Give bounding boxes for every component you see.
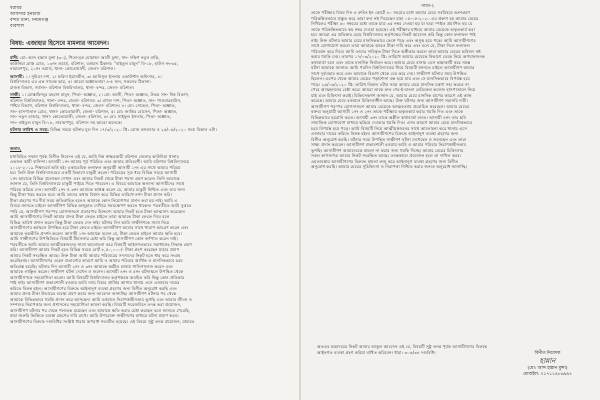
party-text: ১। সুমিত্রা দাশ, ২। ফরিদা ইয়াসমীন, ৩। আনিসুল ইসলাম একাউন্টস অফিসার, ৪। xyxy=(25,73,162,79)
body-line: টাকা গ্রহণের পর দীর্ঘ সময় অতিবাহিত হলেও আমাকে কোন নিয়োগপত্র প্রদান করা হয় নাই। আমি এ xyxy=(10,197,178,203)
signer-name: (মো: আব্দ হান্নান মুন্সা) xyxy=(527,366,568,371)
salutation-text: জনাব, xyxy=(10,145,22,151)
body-line: পারি যে, আসামীগণ পরস্পর যোগসাজশে প্রতারণার উদ্দেশ্যে আমার নিকট হতে টাকা আত্মসাৎ করেছেন। xyxy=(10,208,186,214)
party-line xyxy=(10,120,289,126)
address-block xyxy=(10,6,289,30)
party-label: বাদী: xyxy=(10,55,19,60)
sign-off: বিনীত নিবেদক xyxy=(534,351,561,356)
body-line: সাথে যোগাযোগ করলে তারা আমাকে আরও টাকা দাবি করে এবং বলে যে, টাকা দিলে ফলাফল xyxy=(311,43,470,48)
body-line: তাকে পরীক্ষার বিষয় দিন এ রুলিং ইন কোর্টে ৪০ সময়ের মধ্যে আমার মেয়ে সর্ববিষয়ে অংশগ্রহণ xyxy=(311,10,471,15)
body-line: যথাবিহিত সম্মান পূর্বক বিনীত নিবেদন এই যে, আমি নিম্ন স্বাক্ষরকারী বরিশাল জেলার কাউনিয়া থানার xyxy=(10,153,179,159)
body-line: নাই। উক্ত ঘটনায় আমার মেয়ে মানসিকভাবে ভেঙ্গে পড়ে এবং অসুস্থ হয়ে পড়ে। আমি আসামীগণের xyxy=(311,37,476,43)
body-line: আসামীগণ ঘটনার পর থেকে পলাতক রয়েছেন এবং আমাকে ক্ষতি করার চেষ্টা করছেন বলে জানতে পেরেছি, xyxy=(10,307,191,313)
body-line: ২০১৮-২০১৯ শিক্ষাবর্ষে ভর্তি হই। একাডেমিক ফলাফল অনুযায়ী আসামী ১নং এর সাথে আমার পরিচয় xyxy=(10,164,181,170)
page-number: পাতা-২ xyxy=(421,4,435,9)
signature-block xyxy=(523,351,572,378)
body-line: বক্তব্য অনুযায়ী আসামী ১নং ও ২নং তাকে পরীক্ষায় অকৃতকার্য করার হুমকি দিত এবং তাকে xyxy=(311,109,464,114)
body-line: সম্পদের নিরাপত্তার জন্য প্রশাসনের সহযোগিতা কামনা করছি। বিষয়টি সরেজমিনে তদন্ত করা প্রয়োজন, xyxy=(10,302,182,307)
body-line: বিনীত অনুরোধ করছি। ঘটনার সময় উপস্থিত সাক্ষীগণ ঘটনা দেখেছেন ও শুনেছেন এবং তারা xyxy=(311,136,467,142)
body-line: হয়। তিনি উক্ত বিশ্ববিদ্যালয়ের একটি বিভাগে চাকুরী করেন। পরিচয়ের সূত্র ধরে বিভিন্ন সময়ে আসামী xyxy=(10,170,178,175)
body-line: আমি সাক্ষীগণের উপস্থিতিতে বিষয়টি মীমাংসার চেষ্টা করি কিন্তু আসামীগণ কোন কর্ণপাত করেন নাই। xyxy=(10,236,178,241)
party-line xyxy=(10,66,289,72)
party-block xyxy=(10,127,289,133)
complaint-body xyxy=(10,154,289,325)
body-line: করিতে বিলম্ব হইল। আসামীগণের বিরুদ্ধে আইনানুগ ব্যবস্থা গ্রহণের জন্য বিনীত অনুরোধ করছি এবং xyxy=(10,285,177,291)
body-line: বিভিন্ন তারিখ প্রদান করেন কিন্তু টাকা ফেরত দেন নাই। ঘটনার দিন আমি সাক্ষীগণকে সাথে নিয়ে xyxy=(10,219,170,225)
body-line: আমি আসামীগণের নিকট আমার প্রদত্ত টাকা ফেরত চাইলে তারা আমাকে টাকা ফেরত দিবে বলে xyxy=(10,214,170,219)
body-line: করার হুমকি দেয়। তারপর ১৭/০৩/২০২০ খ্রি: তারিখে আমার মেয়েকে বিভাগে ডেকে নিয়ে অপমানজনক xyxy=(311,54,485,59)
body-line: ঘটনা আমাকে জানায়। আমি পরদিন বিশ্ববিদ্যালয়ে গিয়ে বিষয়টি জানতে চাইলে আসামীগণ আমার xyxy=(311,65,475,70)
body-line: যাই এবং চিকিৎসা করাই। চিকিৎসকগণ জানান যে, আমার মেয়ে মানসিক চাপের কারণে এই কাজ xyxy=(311,92,472,98)
body-line: ক্ষতিগ্রস্ত হয়েছি। ঘটনার দিন আসামী ২নং ও ৩নং আমাকে অশ্লীল ভাষায় গালিগালাজ করেন এবং xyxy=(10,263,173,269)
subject-line xyxy=(10,30,289,53)
body-line: আমাকে বিভিন্নভাবে হুমকি প্রদান করে আসছেন। আমি বর্তমানে নিরাপত্তাহীনতায় ভুগছি এবং আমার জীবন ও xyxy=(10,296,192,302)
party-text: পশ্চিম বিভাগ, বরিশাল বিশ্ববিদ্যালয়, থানা- বন্দর, জেলা- বরিশাল। ৪। মো: সোহেল, পিতা- অজ্ঞাত, xyxy=(10,103,176,108)
address-line: বরাবর xyxy=(10,6,22,11)
body-line: ১নং আমাকে বিভিন্ন প্রলোভন দেখান এবং আমার নিকট থেকে টাকা পয়সা গ্রহণ করেন। তিনি আমাকে xyxy=(10,175,180,181)
signer-phone: মোবাইল: ০১৭১১৪৮৬৯৯৭ xyxy=(522,372,572,377)
body-line: যাহা জরুরি ভিত্তিতে ব্যবস্থা গ্রহণের দাবি রাখে। আমি উপরোক্ত সাক্ষীগণের মাধ্যমে ঘটনা প্রমাণ করব। xyxy=(10,313,179,318)
left-page-content xyxy=(10,6,289,396)
body-line: একজন স্থায়ী বাসিন্দা। আসামী ১নং আমার পূর্ব পরিচিত এবং আমার প্রতিবেশী। আমি বরিশাল বিশ্ববিদ্যালয়ে xyxy=(10,159,190,164)
party-text: কাউনিয়া ব্রাঞ্চ রোড, ১৩নং ওয়ার্ড, বরিশাল, বর্তমান ঠিকানা: "বাইতুল মামুন" বি-১৮, হাউস নং-৩৫, xyxy=(10,60,179,66)
body-line: করি। আসামীগণ আমার নিকট হতে বিভিন্ন সময়ে মোট ৮,৫০,০০০/- টাকা গ্রহণ করেছেন যাহার প্রমাণ xyxy=(10,247,180,252)
party-block xyxy=(10,92,289,125)
party-text: রাজস্ব বিভাগ, সর্বসাং- বরিশাল বিশ্ববিদ্যালয়, থানা- বন্দর, জেলা- বরিশাল। xyxy=(10,84,135,90)
party-text: নারায়ণপুর, ২১নং ওয়ার্ড, থানা- কোতোয়ালী, জেলা- বরিশাল। xyxy=(10,66,116,71)
body-line: চরম বিপর্যস্ত হয়ে পড়ে। আমি বিষয়টি নিয়ে আত্মীয়স্বজনের সাথে আলোচনা করে থানায় এসে xyxy=(311,125,467,131)
party-text: সাং- হাসপাতাল রোড, থানা- কোতোয়ালী, জেলা- বরিশাল, ৫। মো: জাকির হোসেন, পিতা- অজ্ঞাত, xyxy=(10,108,178,114)
body-line: বিষয়ে জানতে চাইলে আসামীগণ বিভিন্ন অজুহাত দেখিয়ে সময়ক্ষেপণ করতে থাকেন। পরবর্তীতে আমি বুঝতে xyxy=(10,203,192,208)
body-line: পেরে আত্মহননের চেষ্টা করে। আমরা তাকে দ্রুত শের-ই-বাংলা মেডিকেল কলেজ হাসপাতালে নিয়ে xyxy=(311,87,476,92)
party-label: আসামী: xyxy=(10,73,25,79)
closing-line: অতএব মহোদয়ের নিকট আমার আকুল আবেদন এই যে, বিষয়টি সুষ্ঠু তদন্ত পূর্বক আসামীগণের বিরুদ্ধে xyxy=(317,344,488,349)
salutation xyxy=(10,135,289,154)
party-text: মো: আব্দ হান্নান মুন্সা (৩০), পিতা-মৃত মোহাম্মদ আলী মুন্সা, সাং- দক্ষিণ নতুন বাড়ি, xyxy=(20,55,160,60)
body-line: আমার নিকট সংরক্ষিত আছে। উক্ত টাকা আমি আমার পরিবারের সদস্যদের নিকট হতে ধার করে সংগ্রহ xyxy=(10,252,181,258)
body-line: কথাবার্তা বলে এবং তাকে মানসিক নির্যাতন করে। আমার মেয়ে বাসায় এসে কান্নাকাটি করে সমস্ত xyxy=(311,59,471,65)
right-page-content xyxy=(311,10,590,396)
party-text: বরিশাল বিশ্ববিদ্যালয়, থানা- বন্দর, জেলা- বরিশাল। ৩। রাহুল দাশ, পিতা- অজ্ঞাত, সাং- পাওয়ারহাউস, xyxy=(10,97,182,103)
body-line: সকল কাগজপত্র আমার নিকট সংরক্ষিত আছে। তদন্তকালে প্রয়োজন হলে তা দাখিল করব। xyxy=(311,153,462,158)
body-line: আমাকে লাঞ্ছিত করেন। সাক্ষীগণ ঘটনা দেখেন ও শুনেন। আসামী ৪নং ও ৫নং ঘটনাস্থলে উপস্থিত থেকে xyxy=(10,269,184,274)
body-line: পরিচয় করিয়ে দেন। আসামী ২নং ও ৩নং আমাকে আশ্বস্ত করেন যে, আমার চাকুরী নিশ্চিত এবং তার জন্য xyxy=(10,186,185,192)
body-line: আসামীগণের কর্মস্থলে উপস্থিত হয়ে টাকা ফেরত চাইলে আসামীগণ আমার সাথে খারাপ আচরণ করেন এবং xyxy=(10,225,189,230)
party-blocks xyxy=(10,55,289,133)
body-line: নিখিলের পরীক্ষা ৬০ নম্বরের মধ্যে তাকে মাত্র ৩৫ নম্বর দেওয়া হয় যা দ্বারা স্পষ্টত প্রমাণিত হয় যে xyxy=(311,21,473,26)
body-line: এজাহার দায়ের করিতে বিলম্ব হইল। আসামীগণের বিরুদ্ধে আইনানুগ ব্যবস্থা গ্রহণের জন্য xyxy=(311,131,459,136)
body-line: পরিবর্তন করে দিবে। আমি তাদের দাবিকৃত টাকা দিতে অস্বীকার করলে তারা আমার মেয়ের ভবিষ্যৎ নষ্ট xyxy=(311,48,481,54)
body-line: করেছে। আমার মেয়ে বর্তমানে চিকিৎসাধীন আছে। উক্ত ঘটনার জন্য আসামীগণ সরাসরি দায়ী। xyxy=(311,98,468,103)
body-line: পরিকল্পিতভাবে প্রস্তুত করে তারা ফল নষ্ট দিয়েছেন যাহা ০৫-০৫-২০২০ এর প্রকাশ হয় আমার মেয়ের xyxy=(311,15,479,21)
address-line: বরিশাল xyxy=(10,24,25,29)
party-text: বিভিন্ন সময়ে ঘটনার মূল দিন ১৭/৩/২০২০ খ্রি: রোজ মঙ্গলবার ও ২৬/০৬/২০২০ সময় বিকাল ৪টা। xyxy=(50,127,217,132)
subject-text: বিষয়: এজাহার হিসেবে মামলার আবেদন। xyxy=(10,40,109,47)
body-line: আমার প্রদত্ত টাকা উদ্ধারের ব্যবস্থা গ্রহণ করার জন্য আবেদন জানাচ্ছি। আসামীগণ ঘটনার পর থেকে xyxy=(10,291,177,296)
party-label: সাক্ষী: xyxy=(10,92,21,97)
left-page xyxy=(0,0,299,400)
party-block xyxy=(10,74,289,91)
body-line: করেছিলাম। আসামীগণের এহেন প্রতারণার কারণে আমি ও আমার পরিবার আর্থিক ও মানসিকভাবে চরম xyxy=(10,258,183,263)
body-line: অনুরোধ করছি। আমার মেয়ের সুচিকিৎসা ও নিরাপত্তা নিশ্চিত করার জন্যও অনুরোধ জানাচ্ছি। xyxy=(311,164,468,169)
body-line: তাকে পরিকল্পিতভাবে কম নম্বর দেওয়া হয়েছে। এই পরীক্ষার মাধ্যমে আমার মেয়েকে অকৃতকার্য করা xyxy=(311,26,475,32)
body-line: এমতাবস্থায় আসামীগণের বিরুদ্ধে মামলা রুজু করে আইনানুগ ব্যবস্থা গ্রহণের জন্য বিনীত xyxy=(311,158,459,164)
body-line: ভুগছি। আসামীগণ আমাদেরকে মামলা না করার জন্য হুমকি দিচ্ছে। আমার মেয়ের চিকিৎসার xyxy=(311,147,464,153)
closing-line: আইনগত ব্যবস্থা গ্রহণ করিয়া বাধিত করিবেন। ধারা: ৩০৬/৩৪ দণ্ডবিধি। xyxy=(317,349,436,355)
party-text: বিশ্ববিদ্যালয় এর এক সাবেক ছাত্র, ৫। আরো অজ্ঞাতনামা ৪-৫ জন, সকলের ঠিকানা: xyxy=(10,79,151,84)
body-line: পাই নাই। আসামীগণ প্রভাবশালী হওয়ায় আমি ন্যায় বিচার প্রাপ্তির আশায় থানায় এসে এজাহার দায়ের xyxy=(10,280,180,285)
address-line: অফিসার ইনচার্জ xyxy=(10,12,41,17)
party-text: সাং- নতুন বাজার, থানা- কোতোয়ালী, জেলা- বরিশাল, ৬। মো: সাইফুল ইসলাম, পিতা- অজ্ঞাত, xyxy=(10,114,172,119)
complaint-body-continued xyxy=(311,10,590,170)
party-block xyxy=(10,55,289,72)
right-page xyxy=(301,0,600,400)
party-line xyxy=(10,127,289,133)
body-line: আসামীগণ পরস্পর যোগসাজশে আমার মেয়েকে আত্মহত্যায় প্ররোচিত করেছেন। আমার মেয়ের xyxy=(311,103,470,109)
body-line: পড়ে। ২৬/০৬/২০২০ খ্রি: তারিখ বিকাল ৪টার সময় আমার মেয়ে মানসিক যন্ত্রণা সহ্য করতে না xyxy=(311,81,469,87)
body-line: বিভিন্নভাবে হয়রানি করত। আসামী ৩নং তাকে অশ্লীল কথাবার্তা বলত। আসামী ৪নং তার ছবি xyxy=(311,114,466,120)
body-line: আসামীগণের বিরুদ্ধে দণ্ডবিধির সংশ্লিষ্ট ধারায় অপরাধ সংঘটিত হয়েছে। এই বিষয়ে সুষ্ঠু তদন্ত প্রয়োজন, যাহাতে xyxy=(10,318,195,324)
body-line: ছিলেন। এরপর থেকে আমার মেয়ের পড়াশোনা বন্ধ হয়ে যায় এবং সে মানসিকভাবে বিপর্যস্ত হয়ে xyxy=(311,76,470,81)
handwritten-signature: হান্নান xyxy=(539,357,556,365)
body-line: সামাজিক যোগাযোগ মাধ্যমে ছড়িয়ে দেওয়ার হুমকি দিত। এসব কারণে আমার মেয়ে মানসিকভাবে xyxy=(311,120,473,125)
body-line: পরবর্তীতে আমি আমার আত্মীয়স্বজনের সাথে আলোচনা করে বিষয়টি আইনগতভাবে সমাধানের সিদ্ধান্ত গ্রহণ xyxy=(10,241,192,247)
body-line: সাথে দুর্ব্যবহার করে এবং আমাকে বিভাগ থেকে বের করে দেয়। সাক্ষীগণ ঘটনার সময় উপস্থিত xyxy=(311,70,467,76)
party-text: ১। মোস্তাফিজুর রহমান মামুন, পিতা- অজ্ঞাত, ২। মো: আলী, পিতা- অজ্ঞাত, উভয় সাং- নিম্ন বিভাগ, xyxy=(21,92,190,97)
body-line: আসামীগণকে সহযোগিতা করেন। আমি বিষয়টি বিশ্ববিদ্যালয় কর্তৃপক্ষকে অবহিত করি কিন্তু কোন প্রতিকার xyxy=(10,274,185,280)
body-line: হয়। আমরা এর প্রতিকার চেয়ে বিশ্ববিদ্যালয় কর্তৃপক্ষের নিকট আবেদন করি কিন্তু কোন ফলাফল পাই xyxy=(311,32,476,37)
address-line: বন্দর থানা, নিয়মগঞ্জ xyxy=(10,18,49,23)
body-line: কিছু টাকা খরচ করতে হবে। আমি তাদের কথায় বিশ্বাস করে বিভিন্ন তারিখে নগদ টাকা প্রদান করি। xyxy=(10,192,172,197)
party-line xyxy=(10,85,289,91)
party-label: ঘটনার তারিখ ও সময়: xyxy=(10,127,49,132)
body-line: সাক্ষ্য প্রদান করবেন। আসামীগণ প্রভাবশালী হওয়ায় আমি ও আমার পরিবার নিরাপত্তাহীনতায় xyxy=(311,142,467,147)
party-text: সাং- বাইতুল মামুন বি-১৮, নারায়ণপুর, বরিশাল সহ আরো অনেকে। xyxy=(10,119,123,125)
body-line: জানান যে, তিনি বিশ্ববিদ্যালয়ে চাকুরী পাইয়ে দিতে পারবেন। এ বিষয়ে আমাকে অন্যান্য আসামীদের সাথে xyxy=(10,181,185,186)
body-line: আমাকে ভয়ভীতি প্রদর্শন করেন। আসামী ১নং আমাকে বলেন যে, টাকা ফেরত চাইলে আমার ক্ষতি হবে। xyxy=(10,230,183,236)
